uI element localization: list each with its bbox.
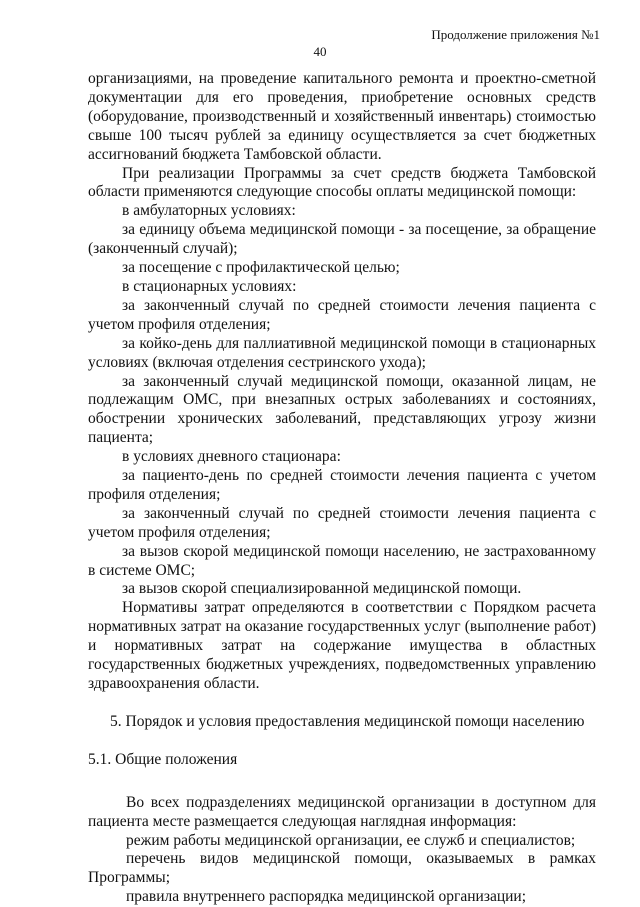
paragraph: за койко-день для паллиативной медицинской помощи в стационарных условиях (включая отделения сестринского ухода); <box>88 334 596 371</box>
paragraph: за пациенто-день по средней стоимости лечения пациента с учетом профиля отделения; <box>88 467 596 503</box>
section-heading: 5. Порядок и условия предоставления медицинской помощи населению <box>110 712 585 730</box>
paragraph: за вызов скорой специализированной медицинской помощи. <box>122 580 522 598</box>
paragraph: за законченный случай медицинской помощи, оказанной лицам, не подлежащим ОМС, при внезапных острых заболеваниях и состояниях, обострении хронических заболеваний, представляющих угрозу жизни пациента; <box>88 372 596 447</box>
paragraph: Нормативы затрат определяются в соответствии с Порядком расчета нормативных затрат на оказание государственных услуг (выполнение работ) и нормативных затрат на содержание имущества в областных государственных бюджетных учреждениях, подведомственных управлению здравоохранения области. <box>88 599 596 692</box>
paragraph: за вызов скорой медицинской помощи населению, не застрахованному в системе ОМС; <box>88 542 596 579</box>
paragraph: правила внутреннего распорядка медицинской организации; <box>126 888 527 906</box>
body-text <box>88 70 596 907</box>
paragraph: в условиях дневного стационара: <box>122 448 341 466</box>
paragraph: за посещение с профилактической целью; <box>122 259 400 277</box>
running-header: Продолжение приложения №1 <box>431 27 600 42</box>
paragraph: за законченный случай по средней стоимости лечения пациента с учетом профиля отделения; <box>88 504 596 541</box>
paragraph: режим работы медицинской организации, ее служб и специалистов; <box>126 831 576 849</box>
paragraph: в амбулаторных условиях: <box>122 202 296 220</box>
paragraph: организациями, на проведение капитального ремонта и проектно-сметной документации для его проведения, приобретение основных средств (оборудование, производственный и хозяйственный инвентарь) стоимостью свыше 100 тысяч рублей за единицу осуществляется за счет бюджетных ассигнований бюджета Тамбовской области. <box>88 70 596 163</box>
page-number: 40 <box>313 44 327 59</box>
paragraph: за единицу объема медицинской помощи - за посещение, за обращение (законченный случай); <box>88 221 596 258</box>
paragraph: за законченный случай по средней стоимости лечения пациента с учетом профиля отделения; <box>88 296 596 333</box>
paragraph: перечень видов медицинской помощи, оказываемых в рамках Программы; <box>88 850 596 887</box>
paragraph: Во всех подразделениях медицинской организации в доступном для пациента месте размещается следующая наглядная информация: <box>88 793 596 830</box>
subsection-heading: 5.1. Общие положения <box>88 750 238 768</box>
paragraph: в стационарных условиях: <box>122 277 297 295</box>
paragraph: При реализации Программы за счет средств бюджета Тамбовской области применяются следующие способы оплаты медицинской помощи: <box>88 164 596 201</box>
